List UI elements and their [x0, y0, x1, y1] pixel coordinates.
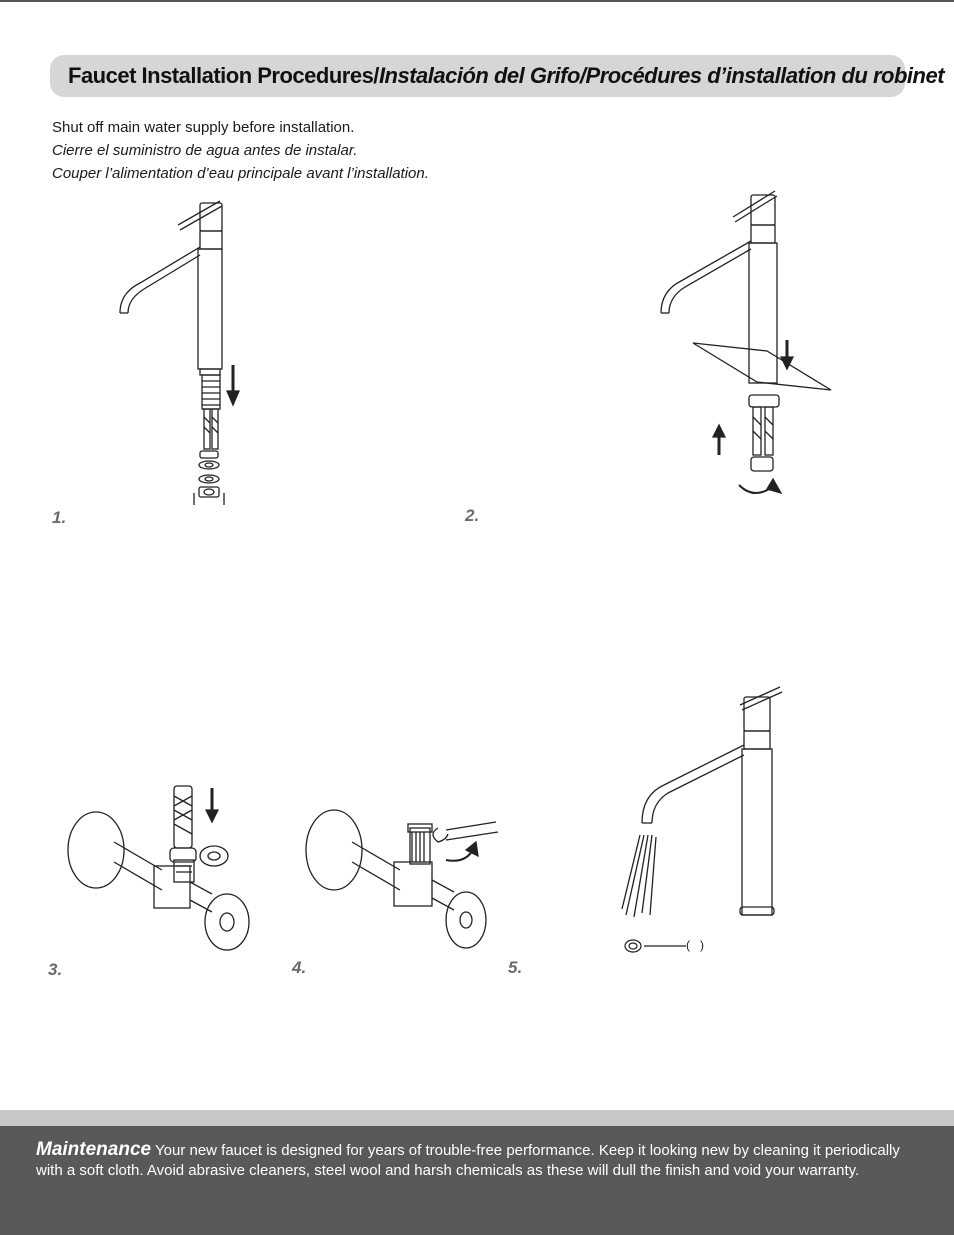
aerator-label: ( ): [686, 938, 704, 952]
maintenance-text: Your new faucet is designed for years of trouble-free performance. Keep it looking new by cleaning it periodically with a soft cloth. Avoid abrasive cleaners, steel wool and harsh chemicals as these will dull the finish and void your warranty.: [36, 1142, 900, 1179]
title-french: Procédures d’installation du robinet: [585, 63, 945, 88]
step-number-3: 3.: [48, 960, 63, 979]
maintenance-section: [0, 1126, 954, 1235]
step-number-1: 1.: [52, 508, 67, 527]
aerator-icon: [624, 938, 686, 954]
step-number-2: 2.: [465, 506, 480, 525]
title-spanish: Instalación del Grifo/: [378, 63, 586, 88]
top-rule: [0, 0, 954, 2]
finished-faucet-illustration: [620, 685, 790, 925]
faucet-assembly-illustration: [110, 195, 250, 510]
faucet-mounting-illustration: [655, 185, 835, 505]
title-english: Faucet Installation Procedures/: [68, 63, 379, 88]
intro-french: Couper l’alimentation d’eau principale avant l’installation.: [52, 165, 429, 182]
intro-instructions: [52, 116, 429, 185]
footer-band: [0, 1110, 954, 1126]
intro-spanish: Cierre el suministro de agua antes de instalar.: [52, 142, 358, 159]
step-number-5: 5.: [508, 958, 523, 977]
valve-connection-illustration: [62, 782, 257, 950]
section-header: [50, 55, 945, 97]
step-number-4: 4.: [292, 958, 307, 977]
maintenance-heading: Maintenance: [36, 1139, 152, 1160]
intro-english: Shut off main water supply before installation.: [52, 119, 355, 136]
wrench-tightening-illustration: [298, 800, 508, 950]
